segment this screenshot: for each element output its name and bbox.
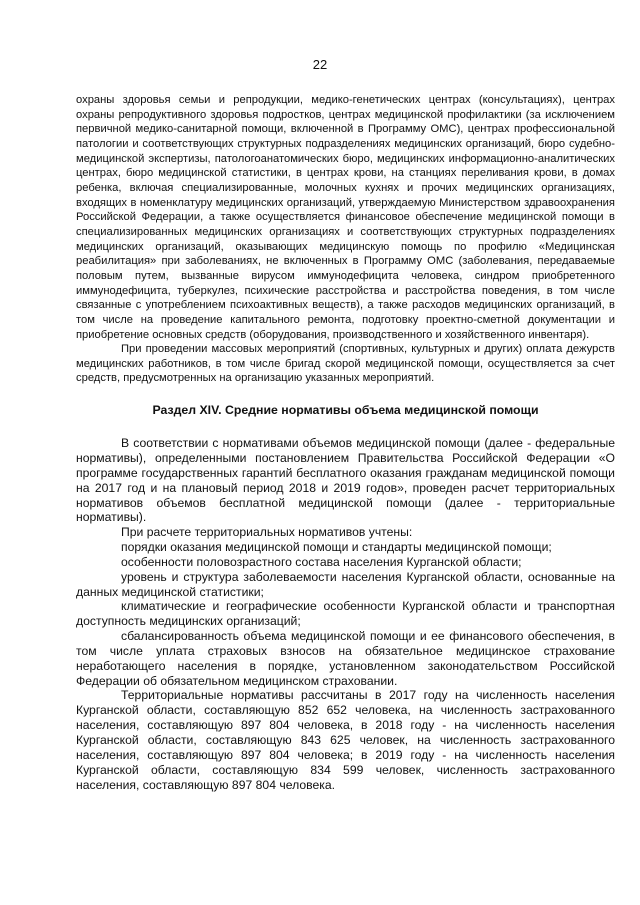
list-item: уровень и структура заболеваемости населения Курганской области, основанные на данных медицинской статистики; xyxy=(76,569,615,599)
list-item: сбалансированность объема медицинской помощи и ее финансового обеспечения, в том числе уплата страховых взносов на обязательное медицинское страхование неработающего населения в порядке, установленном законодательством Российской Федерации об обязательном медицинском страховании. xyxy=(76,629,615,688)
paragraph-intro: В соответствии с нормативами объемов медицинской помощи (далее - федеральные нормативы), определенными постановлением Правительства Российской Федерации «О программе государственных гарантий бесплатного оказания гражданам медицинской помощи на 2017 год и на плановый период 2018 и 2019 годов», проведен расчет территориальных нормативов объемов бесплатной медицинской помощи (далее - территориальные нормативы). xyxy=(76,436,615,525)
page-number: 22 xyxy=(312,57,328,72)
section-xiv xyxy=(76,436,615,792)
list-item: особенности половозрастного состава населения Курганской области; xyxy=(121,554,522,569)
list-item: порядки оказания медицинской помощи и стандарты медицинской помощи; xyxy=(121,540,552,555)
list-item: климатические и географические особенности Курганской области и транспортная доступность медицинских организаций; xyxy=(76,599,615,629)
paragraph-closing: Территориальные нормативы рассчитаны в 2017 году на численность населения Курганской области, составляющую 852 652 человека, на численность застрахованного населения, составляющую 897 804 человека, в 2018 году - на численность населения Курганской области, составляющую 843 625 человек, на численность застрахованного населения, составляющую 897 804 человека; в 2019 году - на численность населения Курганской области, составляющую 834 599 человек, численность застрахованного населения, составляющую 897 804 человека. xyxy=(76,688,615,792)
paragraph-mass-events: При проведении массовых мероприятий (спортивных, культурных и других) оплата дежурств медицинских работников, в том числе бригад скорой медицинской помощи, осуществляется за счет средств, предусмотренных на организацию указанных мероприятий. xyxy=(76,343,615,385)
section-continuation xyxy=(76,93,615,386)
section-heading: Раздел XIV. Средние нормативы объема медицинской помощи xyxy=(152,403,539,418)
document-body xyxy=(76,93,615,792)
paragraph-continued: охраны здоровья семьи и репродукции, медико-генетических центрах (консультациях), центрах охраны репродуктивного здоровья подростков, центрах медицинской профилактики (за исключением первичной медико-санитарной помощи, включенной в Программу ОМС), центрах профессиональной патологии и соответствующих структурных подразделениях медицинских организаций, бюро судебно-медицинской экспертизы, патологоанатомических бюро, медицинских информационно-аналитических центрах, бюро медицинской статистики, в центрах крови, на станциях переливания крови, в домах ребенка, включая специализированные, молочных кухнях и прочих медицинских организациях, входящих в номенклатуру медицинских организаций, утверждаемую Министерством здравоохранения Российской Федерации, а также осуществляется финансовое обеспечение медицинской помощи в специализированных медицинских организациях и соответствующих структурных подразделениях медицинских организаций, оказывающих медицинскую помощь по профилю «Медицинская реабилитация» при заболеваниях, не включенных в Программу ОМС (заболевания, передаваемые половым путем, вызванные вирусом иммунодефицита человека, синдром приобретенного иммунодефицита, туберкулез, психические расстройства и расстройства поведения, в том числе связанные с употреблением психоактивных веществ), а также расходов медицинских организаций, в том числе на проведение капитального ремонта, подготовку проектно-сметной документации и приобретение основных средств (оборудования, производственного и хозяйственного инвентаря). xyxy=(76,94,615,341)
list-intro: При расчете территориальных нормативов учтены: xyxy=(121,525,413,540)
